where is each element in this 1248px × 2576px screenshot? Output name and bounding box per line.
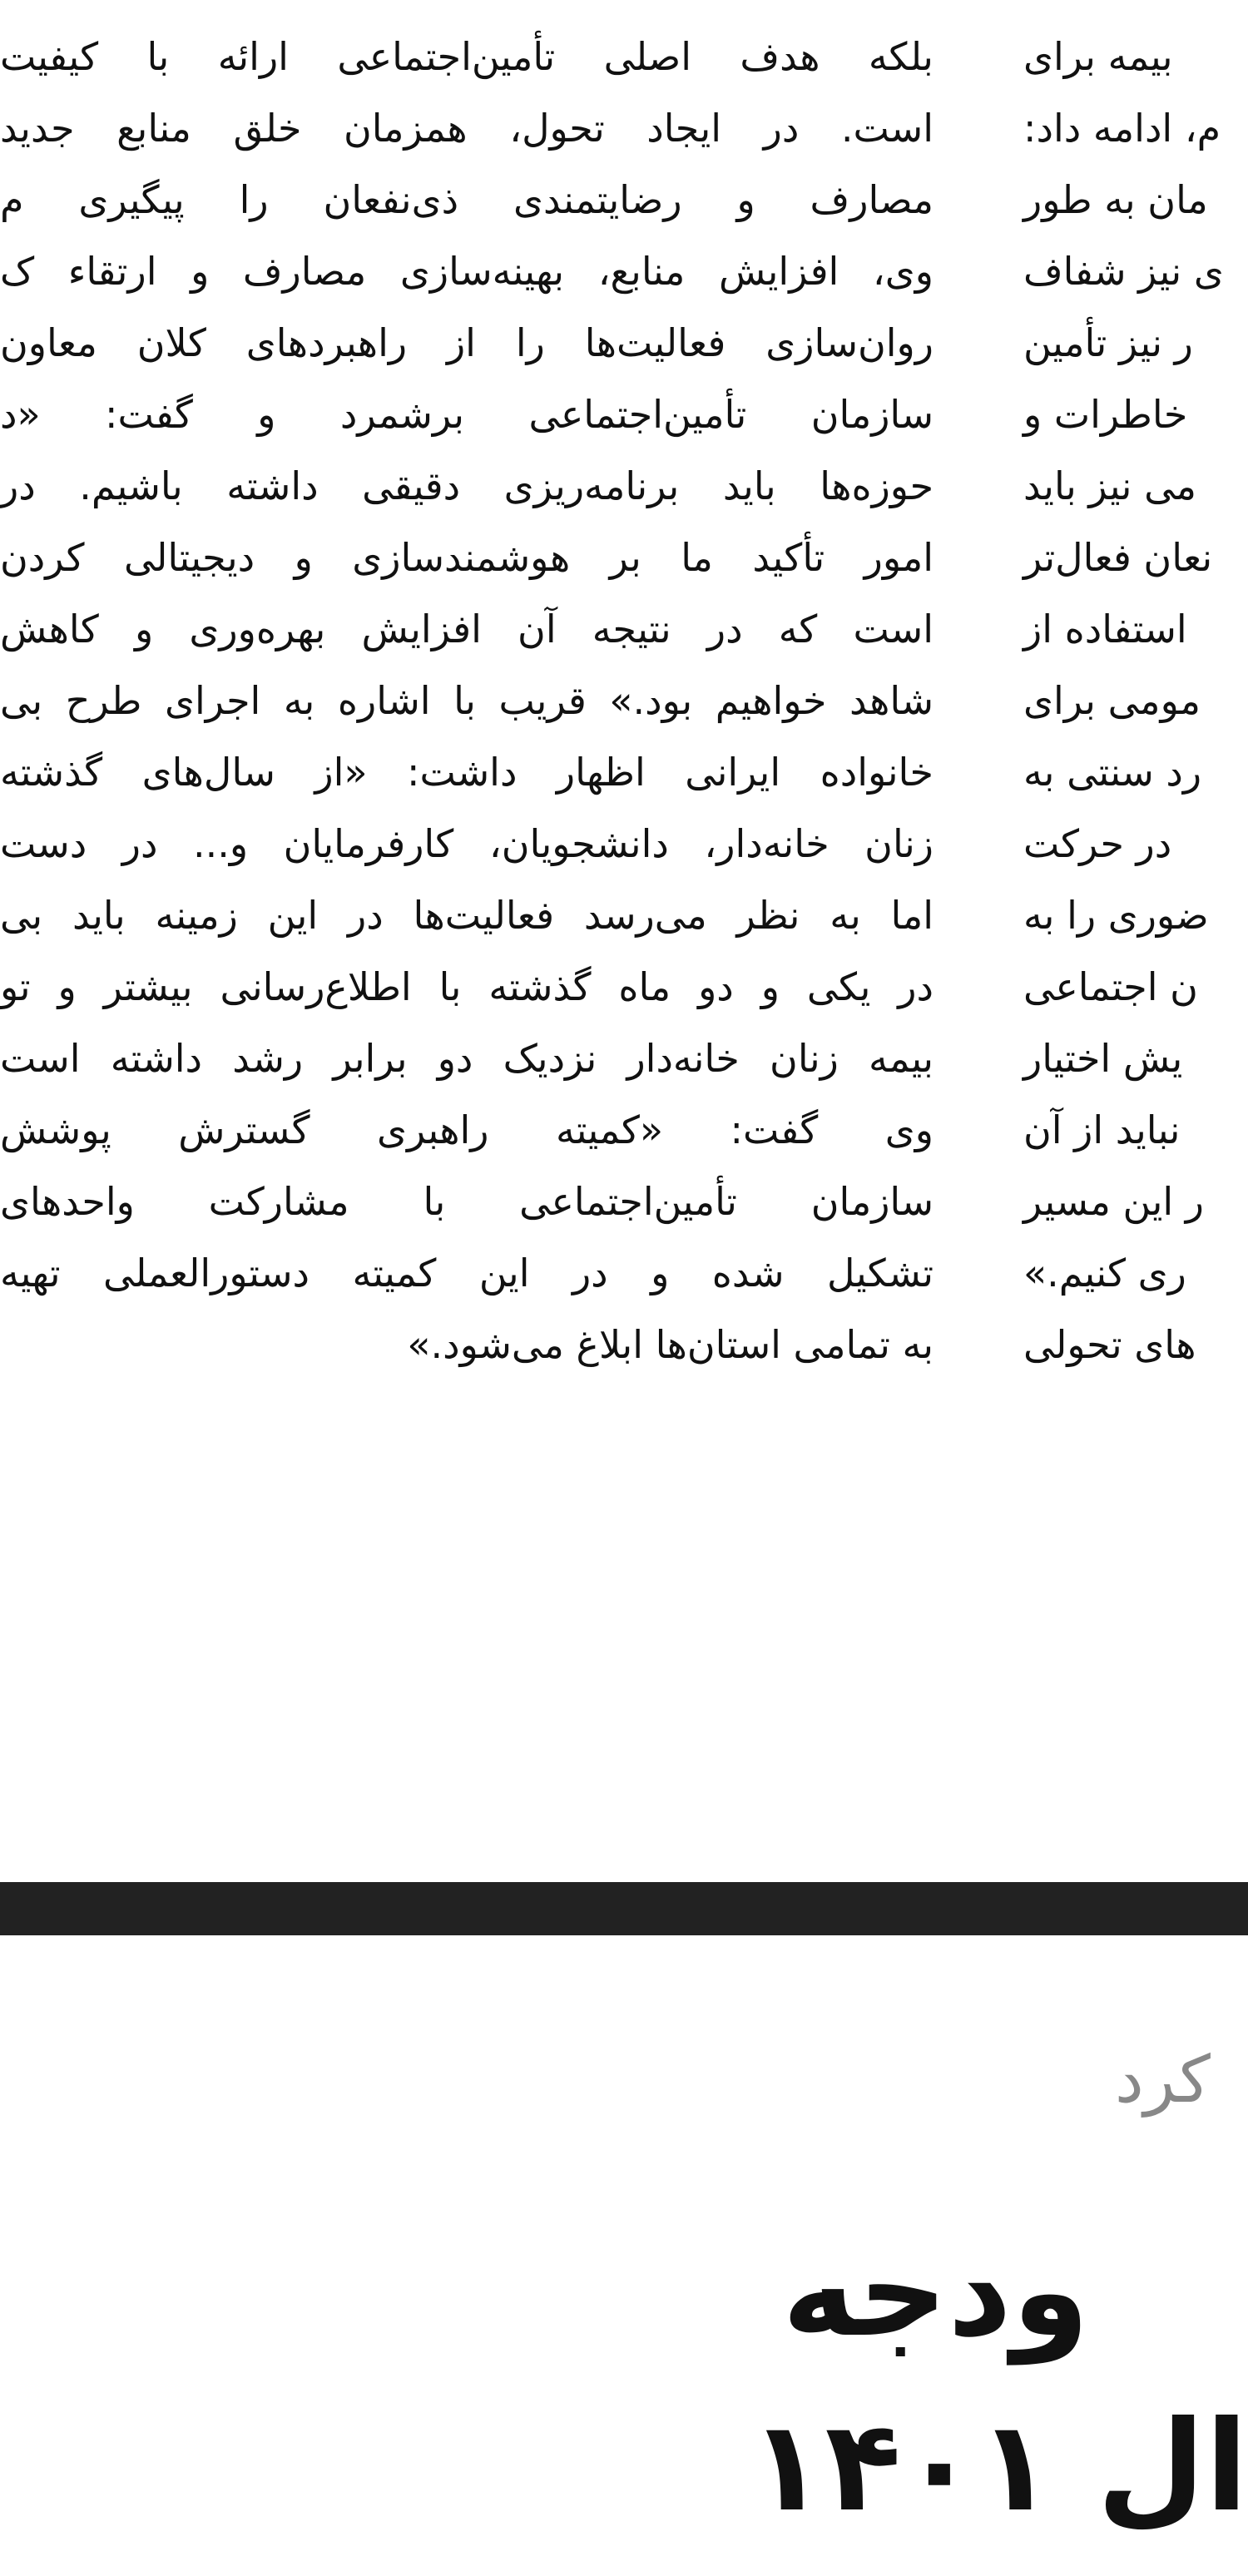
next-article-kicker: کرد (1115, 2043, 1211, 2118)
article-line: امور تأکید ما بر هوشمندسازی و دیجیتالی کردن (0, 535, 934, 580)
next-article-headline-line-1: ودجه (782, 2220, 1090, 2365)
article-line: روان‌سازی فعالیت‌ها را از راهبردهای کلان معاون (0, 320, 934, 365)
article-line: حوزه‌ها باید برنامه‌ریزی دقیقی داشته باشیم. در (0, 463, 934, 508)
article-line: سازمان تأمین‌اجتماعی برشمرد و گفت: «د (0, 392, 934, 437)
article-line: مومی برای (1023, 678, 1201, 723)
article-line: وی، افزایش منابع، بهینه‌سازی مصارف و ارتقاء ک (0, 249, 934, 294)
article-line: ر نیز تأمین (1023, 320, 1193, 365)
article-line: خاطرات و (1023, 392, 1188, 437)
article-line: استفاده از (1023, 607, 1187, 651)
article-body-main (0, 21, 934, 1380)
article-line: ری کنیم.» (1023, 1251, 1186, 1295)
article-line: یش اختیار (1023, 1036, 1183, 1081)
article-line: م، ادامه داد: (1023, 106, 1221, 151)
article-line: زنان خانه‌دار، دانشجویان، کارفرمایان و... در دست (0, 821, 934, 866)
article-line: مان به طور (1023, 177, 1208, 222)
article-line: ی نیز شفاف (1023, 249, 1224, 294)
article-body-side (1023, 21, 1248, 1380)
article-line: اما به نظر می‌رسد فعالیت‌ها در این زمینه باید بی (0, 893, 934, 938)
article-line: بیمه زنان خانه‌دار نزدیک دو برابر رشد داشته است (0, 1036, 934, 1081)
section-divider (0, 1882, 1248, 1935)
article-line: سازمان تأمین‌اجتماعی با مشارکت واحدهای (0, 1179, 934, 1224)
article-line: است. در ایجاد تحول، همزمان خلق منابع جدید (0, 106, 934, 151)
article-line: وی گفت: «کمیته راهبری گسترش پوشش (0, 1107, 934, 1152)
article-column-side (1023, 0, 1248, 1781)
article-line: در یکی و دو ماه گذشته با اطلاع‌رسانی بیشتر و تو (0, 964, 934, 1009)
article-line: است که در نتیجه آن افزایش بهره‌وری و کاهش (0, 607, 934, 651)
article-line: خانواده ایرانی اظهار داشت: «از سال‌های گذشته (0, 750, 934, 795)
article-line: می نیز باید (1023, 463, 1197, 508)
article-line: شاهد خواهیم بود.» قریب با اشاره به اجرای طرح بی (0, 678, 934, 723)
article-line: رد سنتی به (1023, 750, 1202, 795)
article-line: بلکه هدف اصلی تأمین‌اجتماعی ارائه با کیفیت (0, 34, 934, 79)
article-line: به تمامی استان‌ها ابلاغ می‌شود.» (407, 1322, 934, 1367)
article-line: مصارف و رضایتمندی ذی‌نفعان را پیگیری م (0, 177, 934, 222)
article-line: تشکیل شده و در این کمیته دستورالعملی تهیه (0, 1251, 934, 1295)
article-line: بیمه برای (1023, 34, 1173, 79)
article-line: ن اجتماعی (1023, 964, 1198, 1009)
article-line: در حرکت (1023, 821, 1172, 866)
article-line: ر این مسیر (1023, 1179, 1204, 1224)
article-line: نباید از آن (1023, 1107, 1181, 1152)
article-line: های تحولی (1023, 1322, 1196, 1367)
article-line: نعان فعال‌تر (1023, 535, 1213, 580)
next-article-headline-line-2: ال ۱۴۰۱ (748, 2395, 1248, 2539)
article-line: ضوری را به (1023, 893, 1209, 938)
